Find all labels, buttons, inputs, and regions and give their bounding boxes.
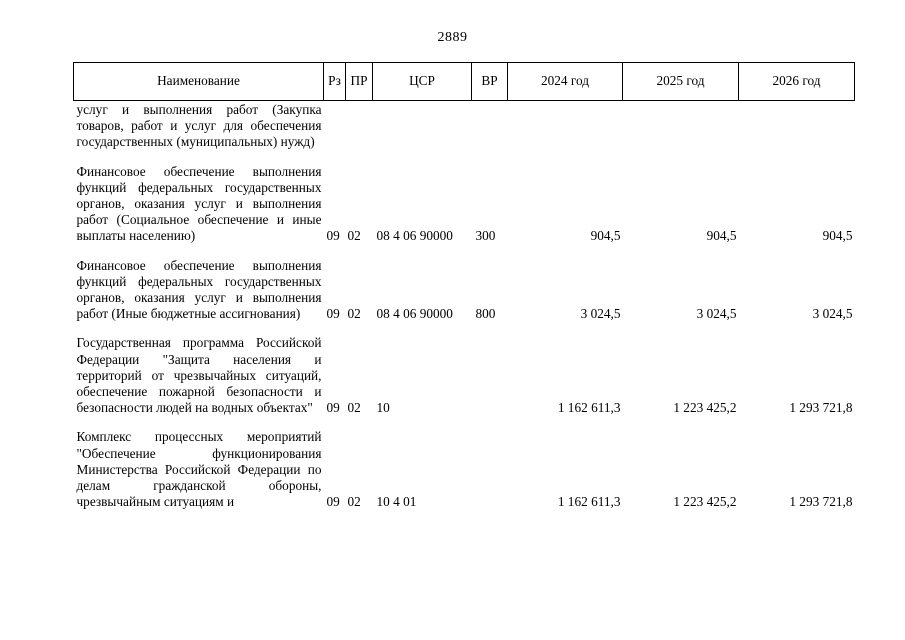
row-csr: 08 4 06 90000 — [376, 306, 453, 322]
header-csr: ЦСР — [373, 63, 472, 101]
row-2024: 1 162 611,3 — [557, 400, 621, 416]
row-pr: 02 — [347, 494, 361, 510]
table-row — [74, 335, 855, 416]
row-2026: 1 293 721,8 — [789, 494, 853, 510]
header-pr: ПР — [346, 63, 373, 101]
row-rz — [324, 101, 346, 151]
table-body — [74, 101, 855, 511]
table-header — [74, 63, 855, 101]
row-vr — [472, 429, 508, 510]
row-csr: 08 4 06 90000 — [376, 228, 453, 244]
row-pr — [346, 101, 373, 151]
row-2026 — [739, 101, 855, 151]
row-2024: 3 024,5 — [580, 306, 621, 322]
row-2026: 1 293 721,8 — [789, 400, 853, 416]
row-vr — [472, 101, 508, 151]
header-rz: Рз — [324, 63, 346, 101]
row-spacer — [74, 416, 855, 429]
row-csr: 10 — [376, 400, 390, 416]
row-2025 — [623, 101, 739, 151]
row-name: Финансовое обеспечение выполнения функций федеральных государственных органов, оказания услуг и выполнения работ (Иные бюджетные ассигнования) — [76, 257, 322, 322]
row-2026: 3 024,5 — [812, 306, 853, 322]
row-vr — [472, 335, 508, 416]
row-2024: 904,5 — [590, 228, 621, 244]
row-spacer — [74, 245, 855, 258]
row-spacer — [74, 322, 855, 335]
header-2026: 2026 год — [739, 63, 855, 101]
header-2024: 2024 год — [508, 63, 623, 101]
row-csr: 10 4 01 — [376, 494, 417, 510]
row-2025: 1 223 425,2 — [673, 494, 737, 510]
row-2026: 904,5 — [822, 228, 853, 244]
row-name: Комплекс процессных мероприятий "Обеспечение функционирования Министерства Российской Федерации по делам гражданской обороны, чрезвычайным ситуациям и — [76, 429, 322, 510]
row-vr: 300 — [475, 228, 496, 244]
table-row — [74, 258, 855, 323]
row-name: Финансовое обеспечение выполнения функций федеральных государственных органов, оказания услуг и выполнения работ (Социальное обеспечение и иные выплаты населению) — [76, 163, 322, 244]
budget-table — [73, 62, 855, 510]
page-number: 2889 — [437, 30, 468, 45]
row-name: Государственная программа Российской Федерации "Защита населения и территорий от чрезвычайных ситуаций, обеспечение пожарной безопасности и безопасности людей на водных объектах" — [76, 335, 322, 416]
header-row — [74, 63, 855, 101]
row-2024 — [508, 101, 623, 151]
row-vr: 800 — [475, 306, 496, 322]
table-row — [74, 101, 855, 151]
table-row — [74, 164, 855, 245]
row-rz: 09 — [326, 494, 340, 510]
header-name: Наименование — [74, 63, 324, 101]
row-2025: 3 024,5 — [696, 306, 737, 322]
header-vr: ВР — [472, 63, 508, 101]
row-pr: 02 — [347, 400, 361, 416]
row-csr — [373, 101, 472, 151]
header-2025: 2025 год — [623, 63, 739, 101]
row-pr: 02 — [347, 228, 361, 244]
row-name: услуг и выполнения работ (Закупка товаров, работ и услуг для обеспечения государственных (муниципальных) нужд) — [76, 102, 322, 150]
row-rz: 09 — [326, 306, 340, 322]
row-rz: 09 — [326, 400, 340, 416]
row-rz: 09 — [326, 228, 340, 244]
table-row — [74, 429, 855, 510]
row-2025: 1 223 425,2 — [673, 400, 737, 416]
row-2024: 1 162 611,3 — [557, 494, 621, 510]
row-2025: 904,5 — [706, 228, 737, 244]
row-pr: 02 — [347, 306, 361, 322]
row-spacer — [74, 151, 855, 164]
